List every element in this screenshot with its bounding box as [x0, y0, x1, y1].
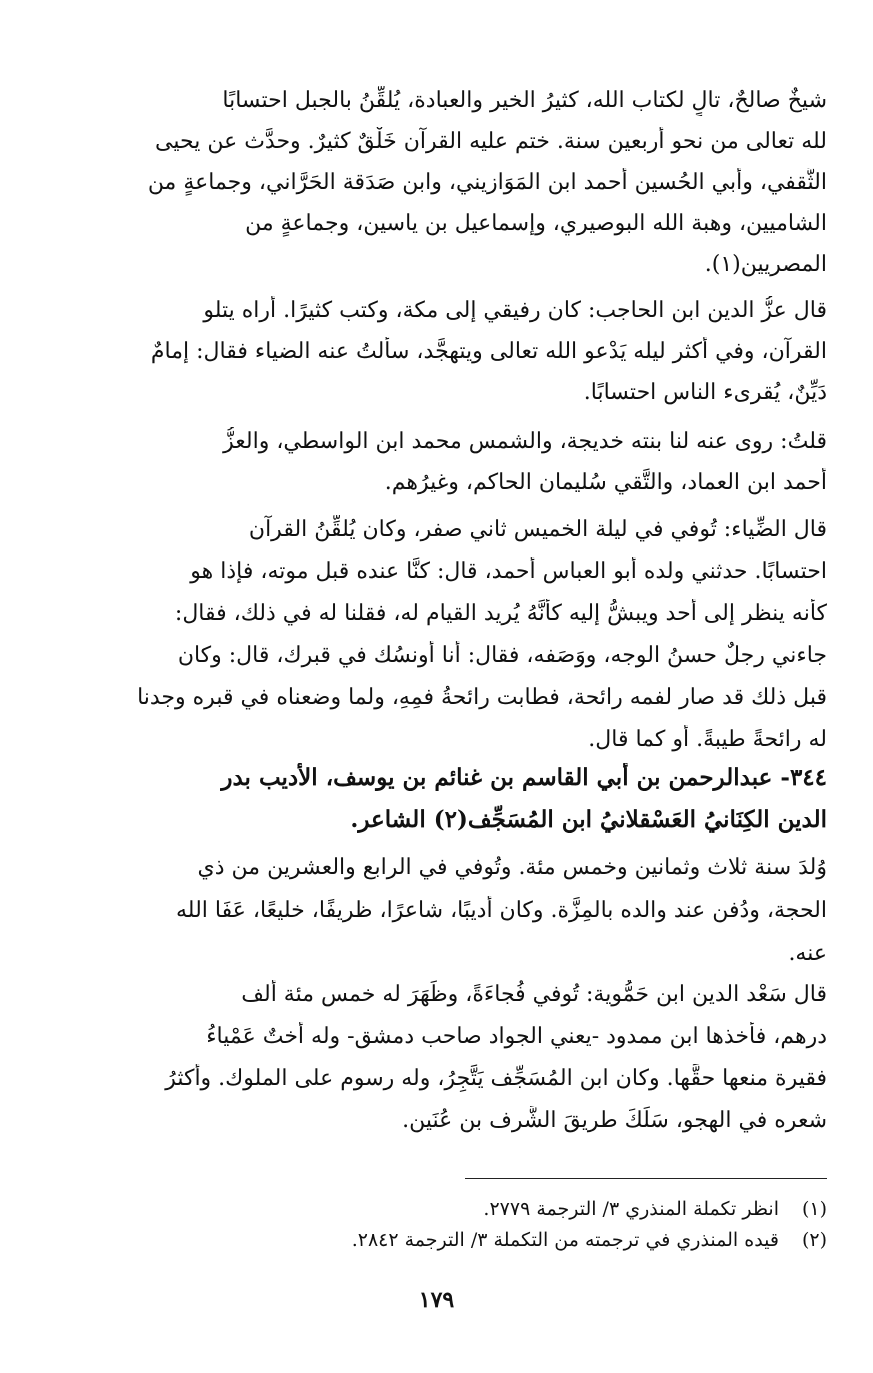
text-line: المصريين(١).: [704, 252, 827, 277]
text-line: كأنه ينظر إلى أحد ويبشُّ إليه كأنَّهُ يُريد القيام له، فقلنا له في ذلك، فقال:: [174, 601, 827, 626]
paragraph-narrators: [47, 427, 827, 498]
paragraph-death-account: [47, 515, 827, 755]
entry-heading-344: [47, 763, 827, 835]
text-line: قال عزُّ الدين ابن الحاجب: كان رفيقي إلى مكة، وكتب كثيرًا. أراه يتلو: [203, 298, 827, 323]
footnote-divider: [465, 1178, 827, 1179]
text-line: قال سَعْد الدين ابن حَمُّوية: تُوفي فُجاءَةً، وظَهَرَ له خمس مئة ألف: [241, 982, 827, 1007]
footnote-text: انظر تكملة المنذري ٣/ الترجمة ٢٧٧٩.: [483, 1198, 779, 1220]
page-number: ١٧٩: [418, 1287, 455, 1313]
text-line: فقيرة منعها حقَّها. وكان ابن المُسَجِّف يَتَّجِرُ، وله رسوم على الملوك. وأكثرُ: [165, 1066, 827, 1091]
text-line: لله تعالى من نحو أربعين سنة. ختم عليه القرآن خَلْقٌ كثيرٌ. وحدَّث عن يحيى: [155, 129, 827, 154]
text-line: وُلدَ سنة ثلاث وثمانين وخمس مئة. وتُوفي في الرابع والعشرين من ذي: [197, 855, 827, 880]
text-line: عنه.: [788, 941, 827, 966]
text-line: أحمد ابن العماد، والتَّقي سُليمان الحاكم، وغيرُهم.: [384, 470, 827, 495]
text-line: احتسابًا. حدثني ولده أبو العباس أحمد، قال: كنَّا عنده قبل موته، فإذا هو: [190, 559, 827, 584]
footnote-text: قيده المنذري في ترجمته من التكملة ٣/ الترجمة ٢٨٤٢.: [351, 1229, 779, 1251]
text-line: الشاميين، وهبة الله البوصيري، وإسماعيل بن ياسين، وجماعةٍ من: [245, 211, 827, 236]
footnote-1: [67, 1195, 827, 1223]
text-line: جاءني رجلٌ حسنُ الوجه، ووَصَفه، فقال: أنا أُونسُك في قبرك، قال: وكان: [177, 643, 827, 668]
paragraph-ibn-al-hajib-quote: [47, 296, 827, 408]
heading-line: ٣٤٤- عبدالرحمن بن أبي القاسم بن غنائم بن يوسف، الأديب بدر: [221, 764, 827, 791]
text-line: قلتُ: روى عنه لنا بنته خديجة، والشمس محمد ابن الواسطي، والعزُّ: [223, 429, 827, 454]
text-line: القرآن، وفي أكثر ليله يَدْعو الله تعالى ويتهجَّد، سألتُ عنه الضياء فقال: إمامٌ: [150, 339, 827, 364]
paragraph-birth-death: [47, 853, 827, 969]
text-line: دَيِّنٌ، يُقرىء الناس احتسابًا.: [583, 380, 827, 405]
footnote-number: (٢): [801, 1229, 827, 1251]
footnote-2: [67, 1226, 827, 1254]
heading-line: الدين الكِنَانيُ العَسْقلانيُ ابن المُسَجِّف(٢) الشاعر.: [350, 806, 827, 833]
paragraph-biography-continuation: [47, 86, 827, 280]
text-line: الثَّقفي، وأبي الحُسين أحمد ابن المَوَازيني، وابن صَدَقة الحَرَّاني، وجماعةٍ من: [147, 170, 827, 195]
text-line: له رائحةً طيبةً. أو كما قال.: [588, 727, 827, 752]
footnote-number: (١): [801, 1198, 827, 1220]
paragraph-sad-al-din-quote: [47, 980, 827, 1136]
text-line: شيخٌ صالحٌ، تالٍ لكتاب الله، كثيرُ الخير والعبادة، يُلقِّنُ بالجبل احتسابًا: [222, 88, 827, 113]
text-line: درهم، فأخذها ابن ممدود -يعني الجواد صاحب دمشق- وله أُختٌ عَمْياءُ: [206, 1024, 827, 1049]
text-line: قبل ذلك قد صار لفمه رائحة، فطابت رائحةُ فمِهِ، ولما وضعناه في قبره وجدنا: [137, 685, 827, 710]
text-line: شعره في الهجو، سَلَكَ طريقَ الشَّرف بن عُنَين.: [402, 1108, 827, 1133]
text-line: قال الضِّياء: تُوفي في ليلة الخميس ثاني صفر، وكان يُلقِّنُ القرآن: [248, 517, 827, 542]
text-line: الحجة، ودُفن عند والده بالمِزَّة. وكان أديبًا، شاعرًا، ظريفًا، خليعًا، عَفَا الله: [176, 898, 827, 923]
